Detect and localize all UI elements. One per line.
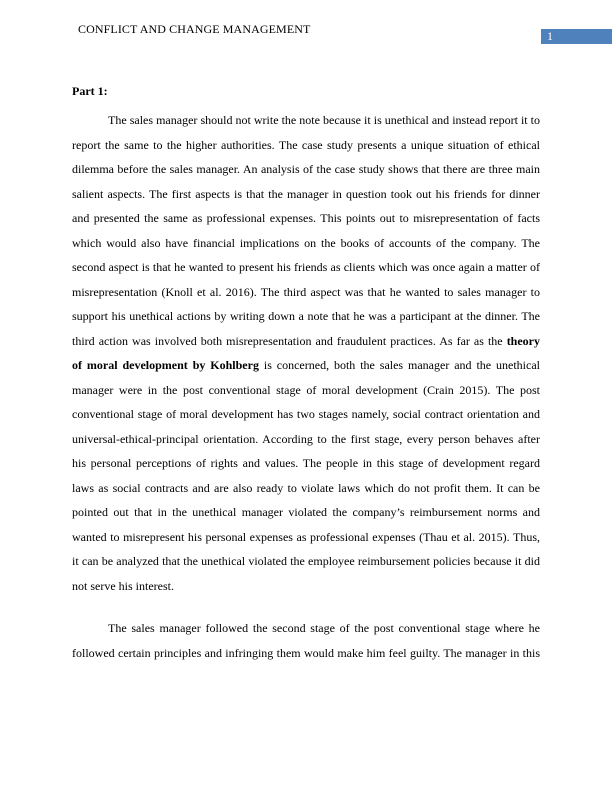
text-line: followed certain principles and infringing them would make him feel guilty. The manager in this	[72, 645, 540, 660]
text-line: misrepresentation (Knoll et al. 2016). The third aspect was that he wanted to sales manager to	[72, 284, 540, 299]
text-line: it can be analyzed that the unethical violated the employee reimbursement policies because it did	[72, 554, 540, 568]
text-line: manager were in the post conventional stage of moral development (Crain 2015). The post	[72, 382, 540, 397]
text-line	[72, 329, 540, 354]
text-line: and presented the same as professional expenses. This points out to misrepresentation of facts	[72, 211, 540, 225]
text-line: which would also have financial implications on the books of accounts of the company. The	[72, 235, 540, 250]
text-line: report the same to the higher authorities. The case study presents a unique situation of ethical	[72, 137, 540, 152]
text-run: third action was involved both misrepresentation and fraudulent practices. As far as the	[72, 333, 503, 348]
text-line: salient aspects. The first aspects is that the manager in question took out his friends for dinner	[72, 186, 540, 201]
text-line: The sales manager should not write the note because it is unethical and instead report it to	[108, 113, 540, 127]
paragraph-2	[72, 616, 540, 665]
page-number: 1	[547, 29, 553, 43]
text-line: universal-ethical-principal orientation. According to the first stage, every person behaves after	[72, 431, 540, 446]
page-number-box	[541, 29, 612, 44]
running-head: CONFLICT AND CHANGE MANAGEMENT	[78, 22, 311, 36]
text-line: his personal perceptions of rights and values. The people in this stage of development regard	[72, 456, 540, 470]
bold-term: of moral development by Kohlberg	[72, 358, 259, 372]
text-line: laws as social contracts and are also ready to violate laws which do not profit them. It can be	[72, 480, 540, 495]
document-body	[72, 84, 540, 665]
text-line: conventional stage of moral development has two stages namely, social contract orientation and	[72, 407, 540, 421]
text-line: dilemma before the sales manager. An analysis of the case study shows that there are three main	[72, 162, 540, 176]
text-line: not serve his interest.	[72, 578, 174, 593]
text-line: second aspect is that he wanted to present his friends as clients which was once again a matter of	[72, 260, 540, 274]
text-run: is concerned, both the sales manager and the unethical	[263, 358, 541, 372]
paragraph-1	[72, 108, 540, 598]
text-line: The sales manager followed the second stage of the post conventional stage where he	[108, 621, 540, 635]
text-line: pointed out that in the unethical manager violated the company’s reimbursement norms and	[72, 505, 540, 519]
text-line: wanted to misrepresent his personal expenses as professional expenses (Thau et al. 2015). Thus,	[72, 529, 540, 544]
text-line: support his unethical actions by writing down a note that he was a participant at the dinner. The	[72, 309, 540, 323]
section-heading: Part 1:	[72, 84, 108, 98]
text-line	[72, 353, 540, 378]
bold-term: theory	[506, 333, 541, 348]
